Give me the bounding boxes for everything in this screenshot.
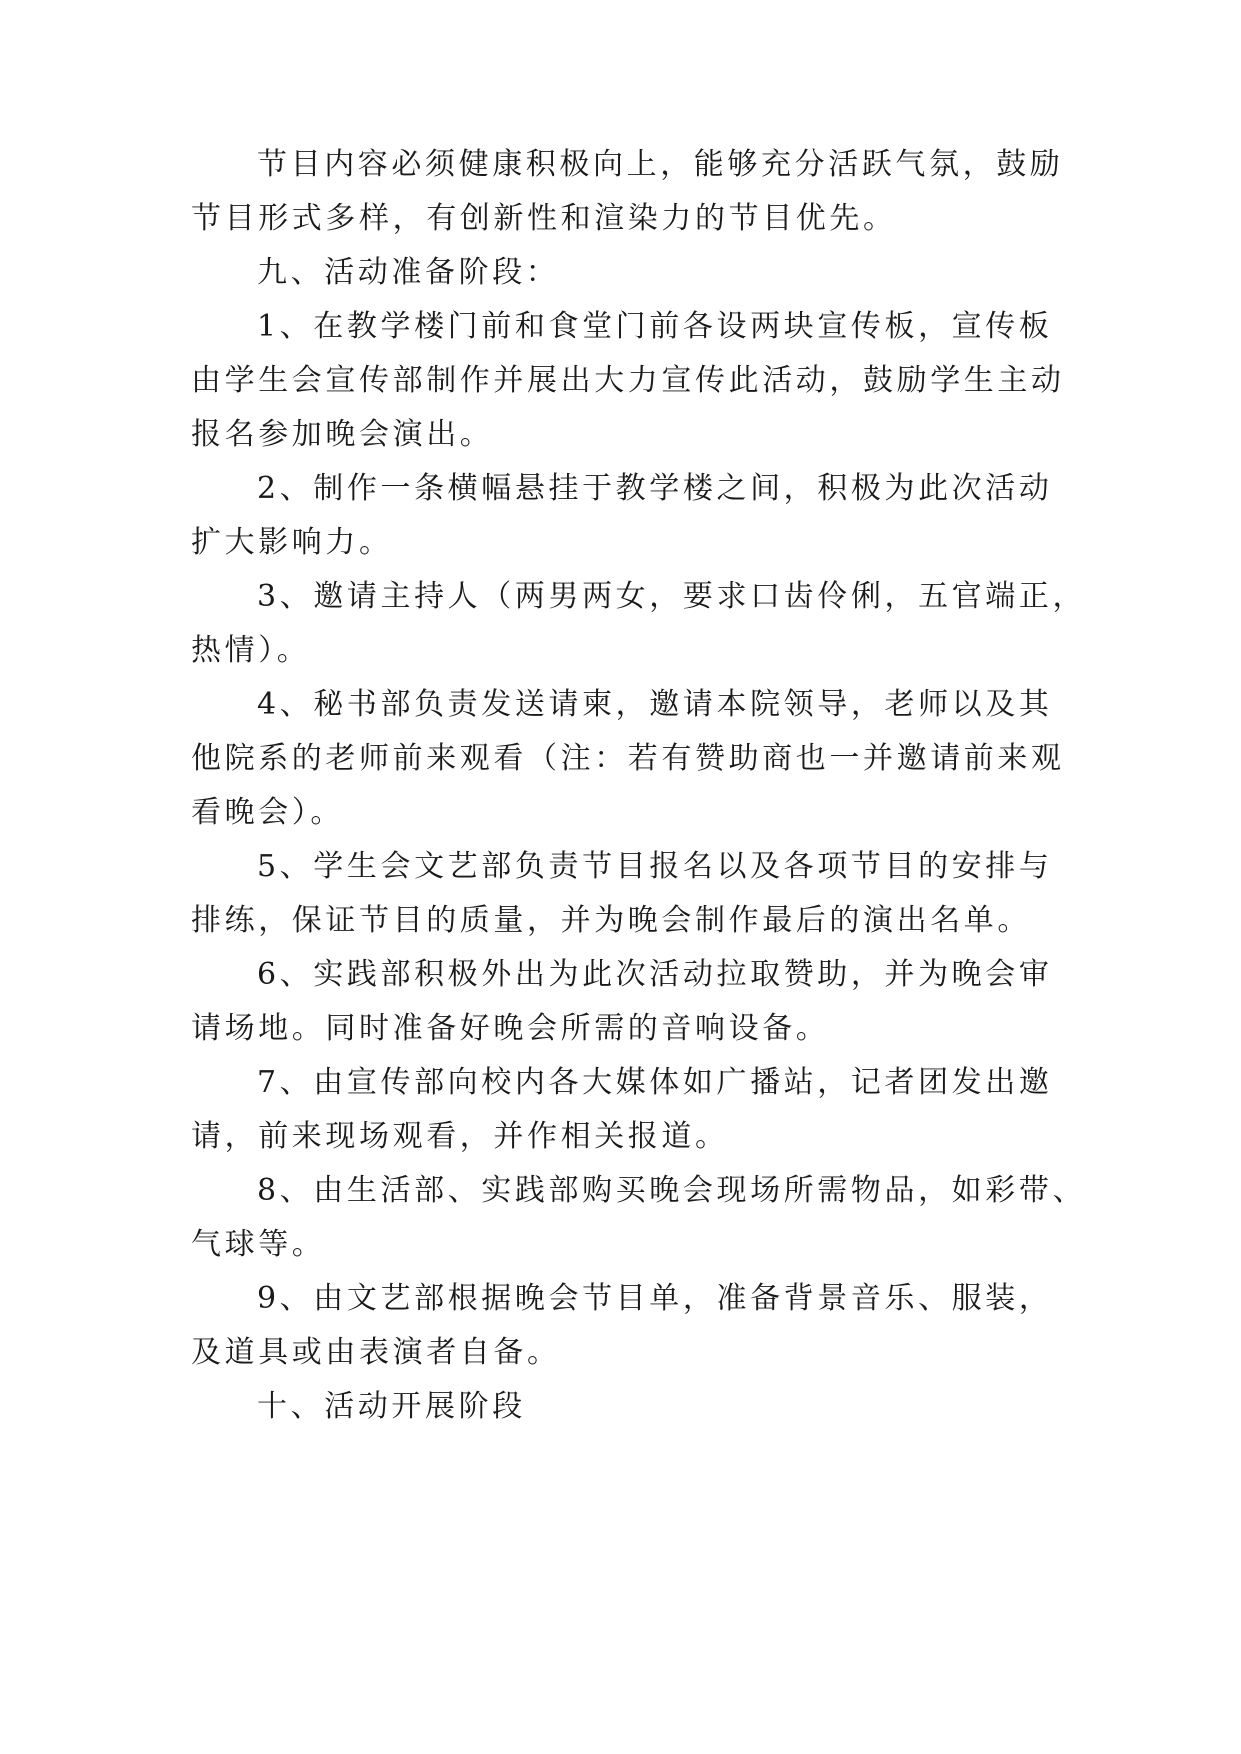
text-line: 热情）。	[191, 633, 311, 668]
text-line: 4、秘书部负责发送请柬，邀请本院领导，老师以及其	[257, 687, 1053, 722]
text-line: 扩大影响力。	[191, 525, 393, 560]
text-line: 节目形式多样，有创新性和渲染力的节目优先。	[191, 201, 897, 236]
text-line: 他院系的老师前来观看（注：若有赞助商也一并邀请前来观	[191, 741, 1065, 776]
text-line: 3、邀请主持人（两男两女，要求口齿伶俐，五官端正，	[257, 579, 1087, 614]
text-line: 请，前来现场观看，并作相关报道。	[191, 1119, 729, 1154]
text-line: 8、由生活部、实践部购买晚会现场所需物品，如彩带、	[257, 1173, 1087, 1208]
section-heading: 九、活动准备阶段：	[257, 255, 560, 290]
text-line: 排练，保证节目的质量，并为晚会制作最后的演出名单。	[191, 903, 1031, 938]
text-line: 节目内容必须健康积极向上，能够充分活跃气氛，鼓励	[257, 147, 1064, 182]
text-line: 报名参加晚会演出。	[191, 417, 494, 452]
text-line: 请场地。同时准备好晚会所需的音响设备。	[191, 1011, 830, 1046]
text-line: 由学生会宣传部制作并展出大力宣传此活动，鼓励学生主动	[191, 363, 1065, 398]
text-line: 9、由文艺部根据晚会节目单，准备背景音乐、服装，	[257, 1281, 1053, 1316]
text-line: 及道具或由表演者自备。	[191, 1335, 561, 1370]
text-line: 看晚会）。	[191, 795, 344, 830]
text-line: 2、制作一条横幅悬挂于教学楼之间，积极为此次活动	[257, 471, 1053, 506]
text-line: 1、在教学楼门前和食堂门前各设两块宣传板，宣传板	[257, 309, 1053, 344]
text-line: 7、由宣传部向校内各大媒体如广播站，记者团发出邀	[257, 1065, 1053, 1100]
text-line: 6、实践部积极外出为此次活动拉取赞助，并为晚会审	[257, 957, 1053, 992]
text-line: 5、学生会文艺部负责节目报名以及各项节目的安排与	[257, 849, 1053, 884]
text-line: 气球等。	[191, 1227, 326, 1262]
section-heading: 十、活动开展阶段	[257, 1389, 526, 1424]
